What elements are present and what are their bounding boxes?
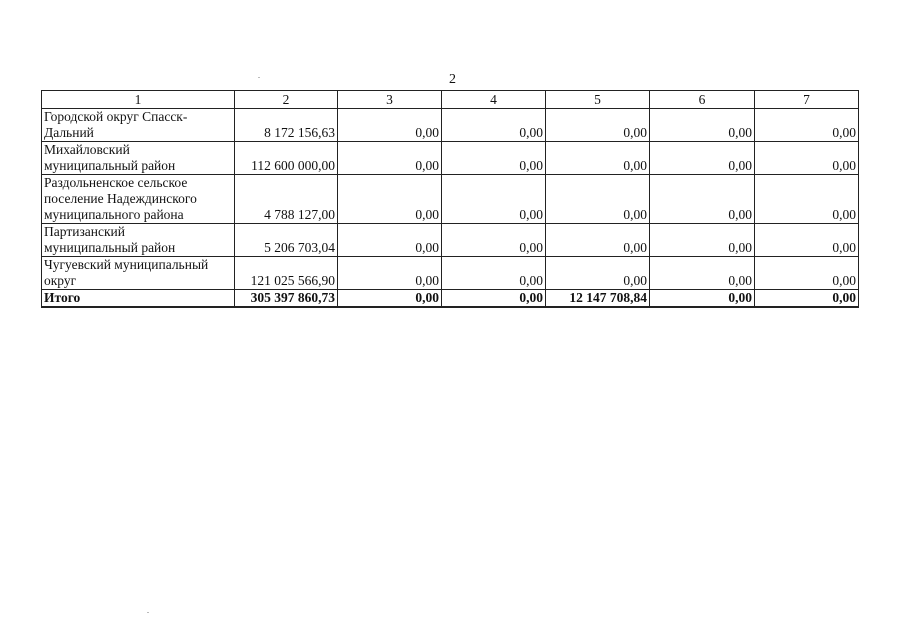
value-cell: 0,00	[338, 109, 442, 142]
value-cell: 0,00	[338, 175, 442, 224]
value-cell: 0,00	[546, 142, 650, 175]
value-cell: 0,00	[755, 109, 859, 142]
table-row	[42, 224, 859, 257]
value-cell: 5 206 703,04	[235, 224, 338, 257]
table-row	[42, 175, 859, 224]
value-cell: 0,00	[442, 109, 546, 142]
name-line: округ	[44, 273, 77, 288]
value-cell: 0,00	[755, 224, 859, 257]
name-line: муниципальный район	[44, 240, 176, 255]
value-cell: 0,00	[650, 224, 755, 257]
column-header-5: 5	[546, 91, 650, 109]
total-row	[42, 290, 859, 308]
name-line: Дальний	[44, 125, 94, 140]
value-cell: 0,00	[650, 175, 755, 224]
total-value: 0,00	[650, 290, 755, 308]
name-line: муниципальный район	[44, 158, 176, 173]
name-line: Партизанский	[44, 224, 125, 239]
value-cell: 0,00	[755, 175, 859, 224]
municipality-name	[42, 109, 235, 142]
header-row	[42, 91, 859, 109]
value-cell: 0,00	[546, 175, 650, 224]
value-cell: 0,00	[546, 257, 650, 290]
column-header-2: 2	[235, 91, 338, 109]
value-cell: 0,00	[338, 142, 442, 175]
allocation-table	[41, 90, 859, 308]
value-cell: 0,00	[755, 142, 859, 175]
total-value: 305 397 860,73	[235, 290, 338, 308]
column-header-3: 3	[338, 91, 442, 109]
name-line: поселение Надеждинского	[44, 191, 197, 206]
total-value: 0,00	[442, 290, 546, 308]
column-header-7: 7	[755, 91, 859, 109]
value-cell: 8 172 156,63	[235, 109, 338, 142]
value-cell: 0,00	[650, 109, 755, 142]
value-cell: 4 788 127,00	[235, 175, 338, 224]
column-header-4: 4	[442, 91, 546, 109]
name-line: Городской округ Спасск-	[44, 109, 188, 124]
value-cell: 0,00	[546, 109, 650, 142]
name-line: Михайловский	[44, 142, 130, 157]
value-cell: 0,00	[338, 257, 442, 290]
column-header-6: 6	[650, 91, 755, 109]
value-cell: 0,00	[546, 224, 650, 257]
name-line: Чугуевский муниципальный	[44, 257, 209, 272]
scan-speck	[258, 77, 260, 78]
value-cell: 0,00	[650, 257, 755, 290]
name-line: Раздольненское сельское	[44, 175, 188, 190]
value-cell: 0,00	[755, 257, 859, 290]
total-value: 0,00	[338, 290, 442, 308]
value-cell: 121 025 566,90	[235, 257, 338, 290]
table-row	[42, 142, 859, 175]
value-cell: 0,00	[442, 224, 546, 257]
municipality-name	[42, 142, 235, 175]
name-line: муниципального района	[44, 207, 184, 222]
total-label: Итого	[42, 290, 235, 308]
value-cell: 0,00	[442, 257, 546, 290]
table-row	[42, 257, 859, 290]
value-cell: 0,00	[442, 175, 546, 224]
municipality-name	[42, 257, 235, 290]
total-value: 0,00	[755, 290, 859, 308]
value-cell: 0,00	[338, 224, 442, 257]
table-row	[42, 109, 859, 142]
value-cell: 0,00	[442, 142, 546, 175]
municipality-name	[42, 224, 235, 257]
column-header-1: 1	[42, 91, 235, 109]
scan-speck	[147, 612, 149, 613]
page-number: 2	[449, 72, 456, 87]
municipality-name	[42, 175, 235, 224]
value-cell: 112 600 000,00	[235, 142, 338, 175]
value-cell: 0,00	[650, 142, 755, 175]
total-value: 12 147 708,84	[546, 290, 650, 308]
